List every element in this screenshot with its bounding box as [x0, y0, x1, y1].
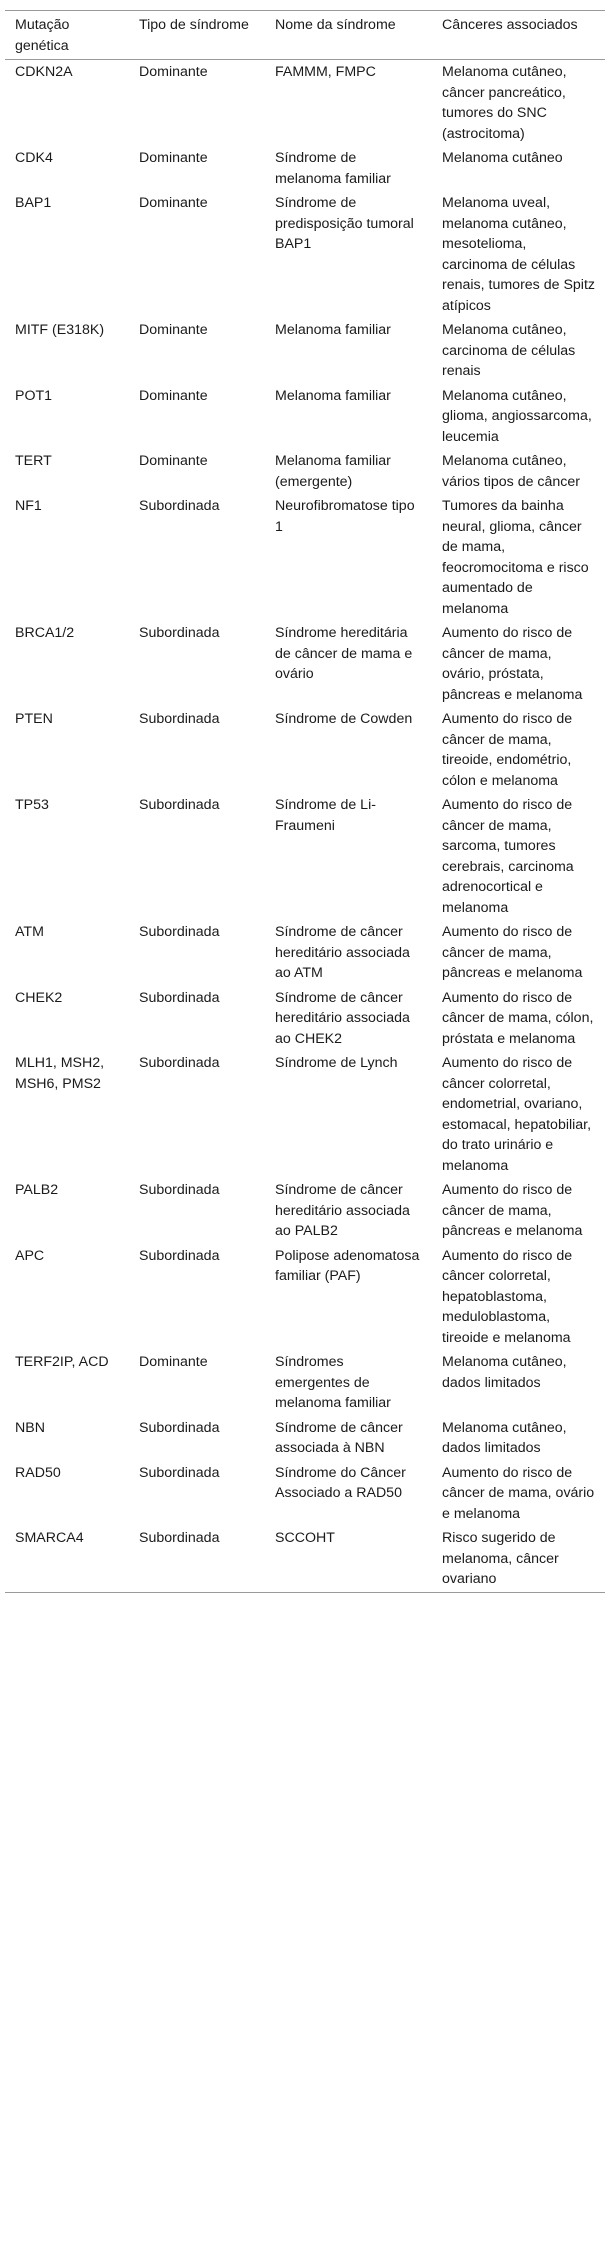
cell-associated-cancers: Aumento do risco de câncer colorretal, hepatoblastoma, meduloblastoma, tireoide e melanoma: [442, 1247, 573, 1346]
cell-syndrome-type: Dominante: [139, 453, 208, 469]
cell-syndrome-type: Dominante: [139, 387, 208, 404]
table-row: [5, 384, 605, 450]
table-body: [5, 60, 605, 1593]
cell-syndrome-type: Subordinada: [139, 924, 220, 940]
cell-mutation: APC: [15, 1247, 45, 1264]
cell-syndrome-type: Dominante: [139, 150, 208, 166]
cell-syndrome-type: Subordinada: [139, 1530, 220, 1546]
cell-associated-cancers: Melanoma cutâneo, carcinoma de células renais: [442, 322, 576, 379]
table-row: [5, 1526, 605, 1592]
table-header: [5, 11, 605, 60]
cell-associated-cancers: Aumento do risco de câncer de mama, ovário, próstata, pâncreas e melanoma: [442, 625, 583, 703]
cell-associated-cancers: Aumento do risco de câncer de mama, sarcoma, tumores cerebrais, carcinoma adrenocortical e melanoma: [442, 797, 574, 916]
cell-syndrome-name: Melanoma familiar: [275, 322, 391, 338]
header-associated-cancers: Cânceres associados: [442, 17, 578, 33]
cell-syndrome-name: Síndrome de câncer hereditário associada ao PALB2: [275, 1182, 410, 1239]
cell-syndrome-name: Síndrome de câncer hereditário associada ao ATM: [275, 924, 410, 981]
header-syndrome-name: Nome da síndrome: [275, 17, 396, 33]
cell-syndrome-type: Subordinada: [139, 797, 220, 813]
cell-mutation: MITF (E318K): [15, 322, 105, 338]
cell-syndrome-name: Síndrome de predisposição tumoral BAP1: [275, 195, 414, 252]
cell-syndrome-type: Subordinada: [139, 711, 220, 727]
cell-mutation: TERF2IP, ACD: [15, 1354, 109, 1370]
cell-mutation: CHEK2: [15, 989, 63, 1006]
cell-syndrome-name: Melanoma familiar (emergente): [275, 453, 391, 490]
table-row: [5, 986, 605, 1052]
cell-associated-cancers: Melanoma cutâneo, dados limitados: [442, 1354, 567, 1391]
table-row: [5, 318, 605, 384]
table-row: [5, 1051, 605, 1178]
cell-syndrome-name: Polipose adenomatosa familiar (PAF): [275, 1247, 420, 1284]
cell-associated-cancers: Aumento do risco de câncer de mama, tireoide, endométrio, cólon e melanoma: [442, 711, 573, 789]
cell-syndrome-type: Subordinada: [139, 625, 220, 641]
cell-mutation: RAD50: [15, 1464, 61, 1481]
header-syndrome-type: Tipo de síndrome: [139, 17, 249, 33]
cell-syndrome-type: Subordinada: [139, 1055, 220, 1071]
cell-syndrome-type: Subordinada: [139, 498, 220, 514]
cell-associated-cancers: Aumento do risco de câncer de mama, cólon, próstata e melanoma: [442, 989, 594, 1047]
cell-mutation: SMARCA4: [15, 1530, 84, 1546]
cell-syndrome-name: Melanoma familiar: [275, 387, 391, 404]
cell-mutation: CDKN2A: [15, 64, 73, 80]
table-row: [5, 449, 605, 494]
cell-syndrome-type: Subordinada: [139, 1419, 220, 1436]
cell-syndrome-name: FAMMM, FMPC: [275, 64, 376, 80]
cell-associated-cancers: Aumento do risco de câncer de mama, ovário e melanoma: [442, 1464, 595, 1522]
genetic-syndromes-table: [5, 10, 605, 1593]
cell-syndrome-name: Síndrome de Cowden: [275, 711, 413, 727]
cell-syndrome-name: Síndrome de Li-Fraumeni: [275, 797, 376, 834]
cell-syndrome-type: Subordinada: [139, 1182, 220, 1198]
cell-syndrome-type: Subordinada: [139, 1247, 220, 1264]
cell-mutation: BAP1: [15, 195, 52, 211]
cell-syndrome-name: Síndrome de Lynch: [275, 1055, 398, 1071]
table-row: [5, 707, 605, 793]
cell-syndrome-type: Dominante: [139, 64, 208, 80]
table-row: [5, 1178, 605, 1244]
cell-mutation: TP53: [15, 797, 49, 813]
cell-syndrome-name: SCCOHT: [275, 1530, 335, 1546]
table-row: [5, 494, 605, 621]
cell-syndrome-type: Dominante: [139, 195, 208, 211]
cell-syndrome-type: Subordinada: [139, 1464, 220, 1481]
table-row: [5, 1244, 605, 1351]
cell-associated-cancers: Melanoma uveal, melanoma cutâneo, mesotelioma, carcinoma de células renais, tumores de Spitz atípicos: [442, 195, 595, 314]
cell-associated-cancers: Melanoma cutâneo, vários tipos de câncer: [442, 453, 581, 490]
table-row: [5, 793, 605, 920]
cell-associated-cancers: Aumento do risco de câncer de mama, pâncreas e melanoma: [442, 924, 583, 981]
cell-syndrome-name: Síndromes emergentes de melanoma familiar: [275, 1354, 391, 1411]
cell-associated-cancers: Melanoma cutâneo: [442, 150, 563, 166]
cell-associated-cancers: Melanoma cutâneo, glioma, angiossarcoma, leucemia: [442, 387, 592, 445]
cell-syndrome-type: Dominante: [139, 322, 208, 338]
cell-syndrome-type: Dominante: [139, 1354, 208, 1370]
table-row: [5, 920, 605, 986]
cell-mutation: PTEN: [15, 711, 53, 727]
cell-syndrome-name: Síndrome hereditária de câncer de mama e ovário: [275, 625, 413, 682]
cell-mutation: NF1: [15, 498, 42, 514]
cell-mutation: BRCA1/2: [15, 625, 75, 641]
table-row: [5, 191, 605, 318]
cell-syndrome-name: Neurofibromatose tipo 1: [275, 498, 415, 535]
cell-mutation: TERT: [15, 453, 52, 469]
cell-associated-cancers: Risco sugerido de melanoma, câncer ovariano: [442, 1530, 559, 1587]
cell-mutation: ATM: [15, 924, 44, 940]
table-row: [5, 1461, 605, 1527]
cell-syndrome-name: Síndrome de câncer hereditário associada ao CHEK2: [275, 989, 410, 1047]
cell-syndrome-name: Síndrome de melanoma familiar: [275, 150, 391, 187]
header-row: [5, 11, 605, 60]
cell-associated-cancers: Melanoma cutâneo, câncer pancreático, tumores do SNC (astrocitoma): [442, 64, 567, 142]
table-row: [5, 1416, 605, 1461]
cell-associated-cancers: Aumento do risco de câncer de mama, pâncreas e melanoma: [442, 1182, 583, 1239]
cell-syndrome-type: Subordinada: [139, 989, 220, 1006]
header-mutation: Mutação genética: [15, 17, 70, 54]
cell-syndrome-name: Síndrome do Câncer Associado a RAD50: [275, 1464, 406, 1501]
cell-associated-cancers: Aumento do risco de câncer colorretal, endometrial, ovariano, estomacal, hepatobiliar, do trato urinário e melanoma: [442, 1055, 592, 1174]
table-row: [5, 146, 605, 191]
table-row: [5, 60, 605, 147]
table-row: [5, 1350, 605, 1416]
cell-mutation: MLH1, MSH2, MSH6, PMS2: [15, 1055, 105, 1092]
cell-mutation: NBN: [15, 1419, 45, 1436]
cell-mutation: POT1: [15, 387, 53, 404]
cell-mutation: CDK4: [15, 150, 53, 166]
cell-associated-cancers: Melanoma cutâneo, dados limitados: [442, 1419, 567, 1456]
table-row: [5, 621, 605, 707]
cell-syndrome-name: Síndrome de câncer associada à NBN: [275, 1419, 403, 1456]
cell-associated-cancers: Tumores da bainha neural, glioma, câncer de mama, feocromocitoma e risco aumentado de melanoma: [442, 498, 589, 617]
cell-mutation: PALB2: [15, 1182, 59, 1198]
